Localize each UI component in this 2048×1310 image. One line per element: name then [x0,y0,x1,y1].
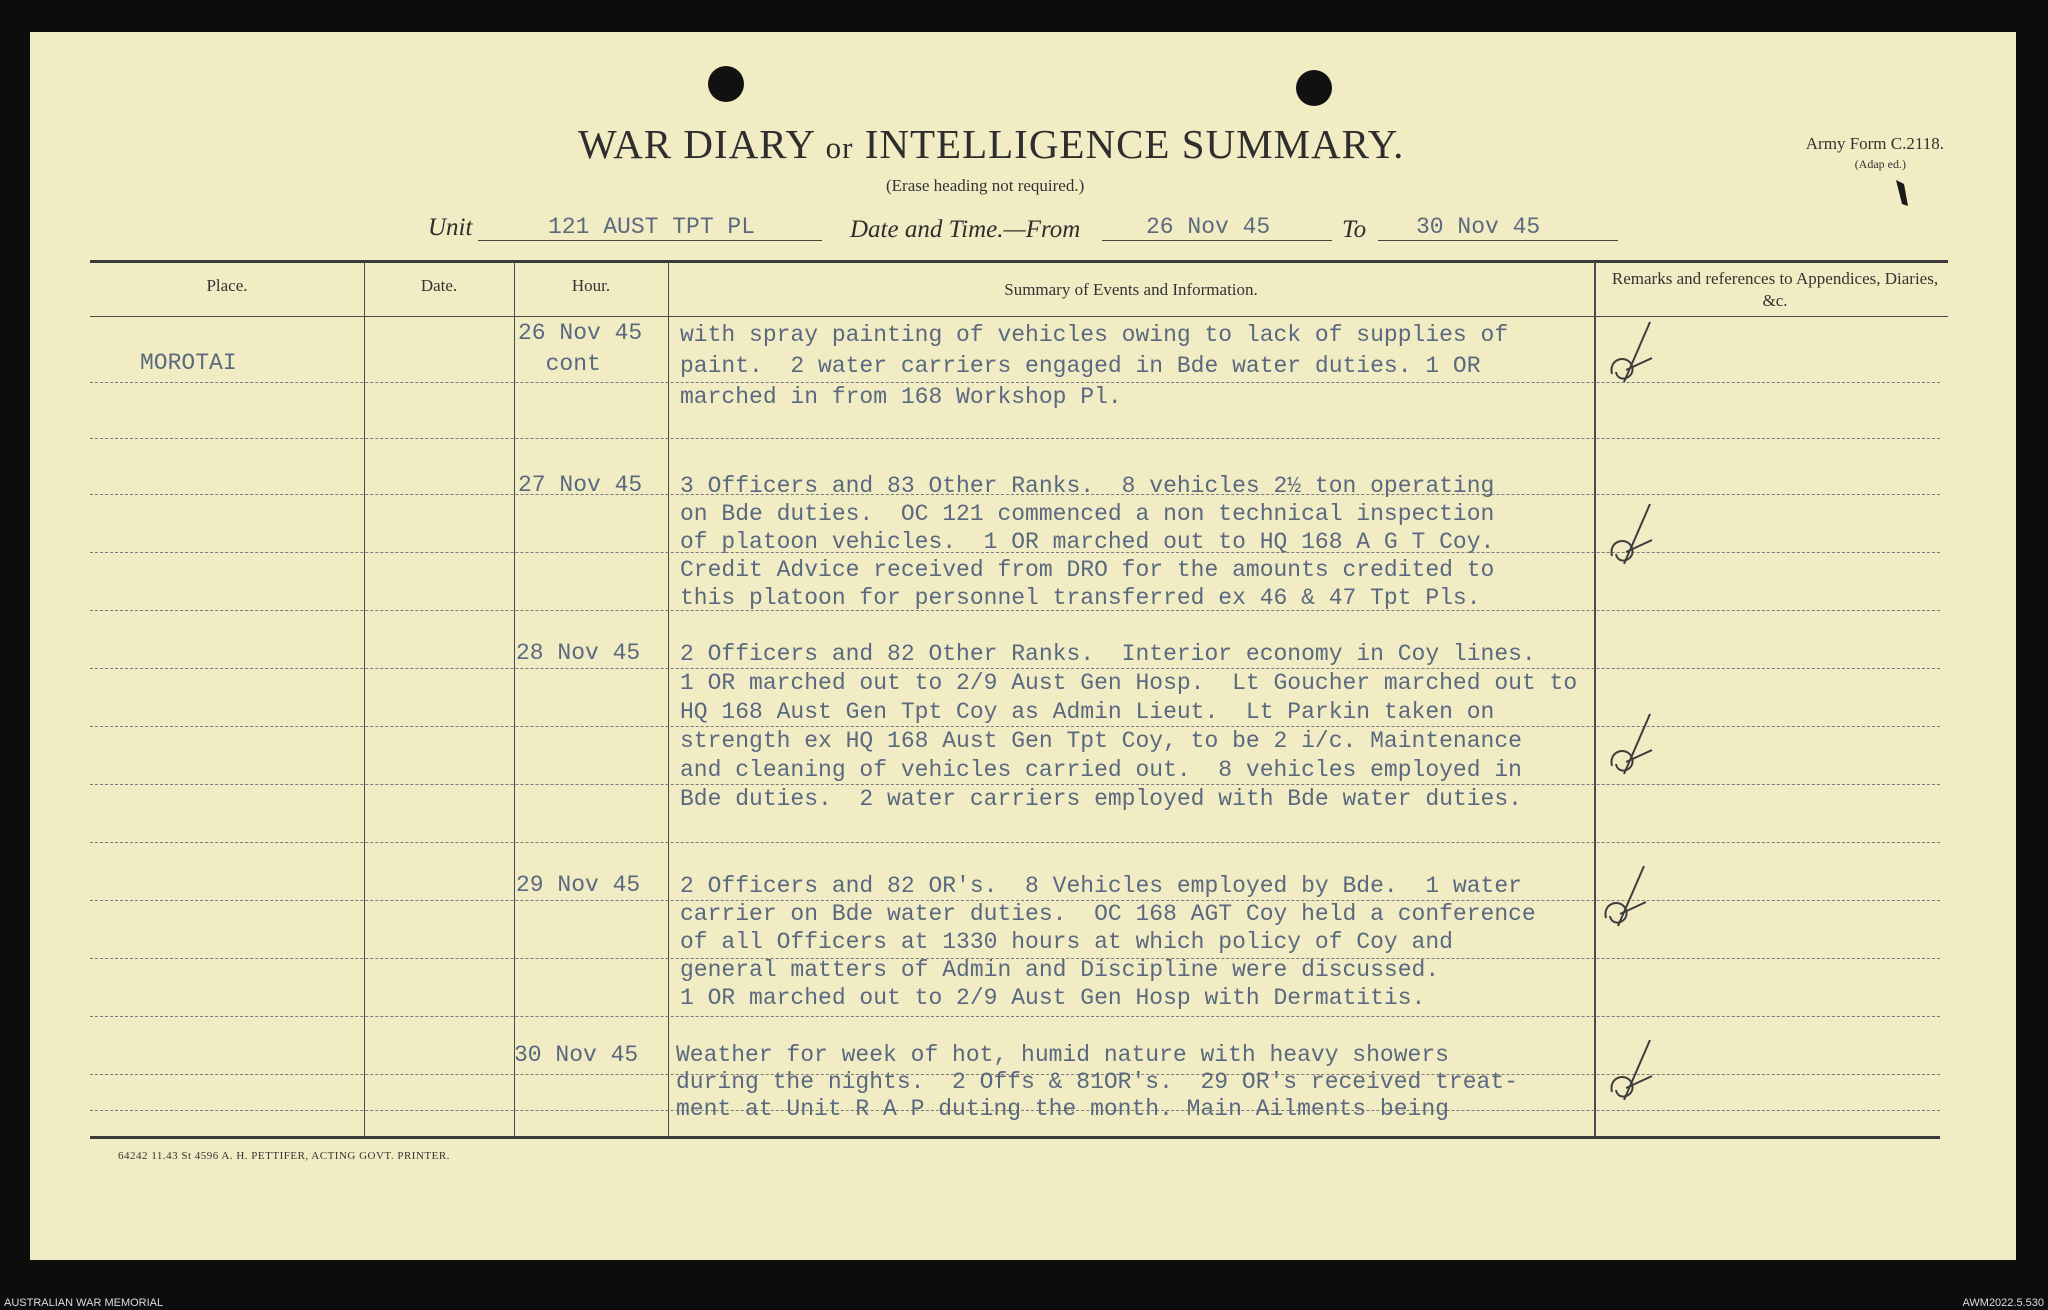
title-intelligence-summary: INTELLIGENCE SUMMARY. [864,121,1405,167]
form-subtitle: (Erase heading not required.) [886,176,1085,195]
place-value: MOROTAI [140,350,237,376]
ruled-line [90,438,1940,439]
title-or: or [825,130,854,165]
ruled-line [90,1016,1940,1017]
title-war-diary: WAR DIARY [578,121,815,167]
entry-text-1: with spray painting of vehicles owing to lack of supplies of paint. 2 water carriers engaged in Bde water duties. 1 OR marched in from 168 Workshop Pl. [680,322,1509,410]
date-time-label: Date and Time.—From [850,216,1081,243]
col-header-hour: Hour. [571,276,611,295]
unit-underline [478,240,822,241]
entry-text-5: Weather for week of hot, humid nature with heavy showers during the nights. 2 Offs & 81OR's. 29 OR's received treat- ment at Unit R A P duting the month. Main Ailments being [676,1042,1518,1122]
punch-hole-right [1296,70,1332,106]
from-underline [1102,240,1332,241]
table-header-rule [90,316,1948,317]
col-header-date: Date. [420,276,458,295]
initials-signature-5 [1606,1036,1664,1112]
archive-reference: AWM2022.5.530 [1962,1297,2044,1309]
entry-hour-4: 29 Nov 45 [516,872,641,898]
entry-text-4: 2 Officers and 82 OR's. 8 Vehicles employed by Bde. 1 water carrier on Bde water duties. OC 168 AGT Coy held a conference of all Officers at 1330 hours at which policy of Coy and general matters of Admin and Discipline were discussed. 1 OR marched out to 2/9 Aust Gen Hosp with Dermatitis. [680,873,1536,1011]
army-form-adapted: (Adap ed.) [1854,157,1906,171]
punch-hole-left [708,66,744,102]
army-form-number: Army Form C.2118. [1805,134,1944,153]
unit-value: 121 AUST TPT PL [548,214,756,240]
table-bottom-rule [90,1136,1940,1139]
to-underline [1378,240,1618,241]
initials-signature-1 [1606,318,1664,394]
printer-footer: 64242 11.43 St 4596 A. H. PETTIFER, ACTING GOVT. PRINTER. [118,1150,450,1162]
to-date-value: 30 Nov 45 [1416,214,1541,240]
col-divider-date-hour [514,262,515,1136]
ruled-line [90,842,1940,843]
ink-mark [1892,176,1912,210]
entry-hour-1: 26 Nov 45 cont [518,320,643,377]
form-title [578,120,1404,168]
col-divider-place-date [364,262,365,1136]
entry-text-2: 3 Officers and 83 Other Ranks. 8 vehicles 2½ ton operating on Bde duties. OC 121 commenced a non technical inspection of platoon vehicles. 1 OR marched out to HQ 168 A G T Coy. Credit Advice received from DRO for the amounts credited to this platoon for personnel transferred ex 46 & 47 Tpt Pls. [680,473,1495,611]
entry-hour-2: 27 Nov 45 [518,472,643,498]
initials-signature-3 [1606,710,1664,786]
initials-signature-2 [1606,500,1664,576]
col-header-remarks: Remarks and references to Appendices, Diaries, &c. [1611,269,1939,310]
entry-hour-5: 30 Nov 45 [514,1042,639,1068]
col-header-place: Place. [206,276,248,295]
initials-signature-4 [1600,862,1658,938]
archive-credit: AUSTRALIAN WAR MEMORIAL [4,1297,164,1309]
col-divider-hour-summary [668,262,669,1136]
col-divider-summary-remarks [1594,262,1596,1136]
table-top-rule [90,260,1948,263]
col-header-summary: Summary of Events and Information. [1004,280,1258,299]
entry-hour-3: 28 Nov 45 [516,640,641,666]
to-label: To [1342,216,1367,243]
from-date-value: 26 Nov 45 [1146,214,1271,240]
unit-label: Unit [428,214,473,241]
entry-text-3: 2 Officers and 82 Other Ranks. Interior economy in Coy lines. 1 OR marched out to 2/9 Aust Gen Hosp. Lt Goucher marched out to HQ 168 Aust Gen Tpt Coy as Admin Lieut. Lt Parkin taken on strength ex HQ 168 Aust Gen Tpt Coy, to be 2 i/c. Maintenance and cleaning of vehicles carried out. 8 vehicles employed in Bde duties. 2 water carriers employed with Bde water duties. [680,641,1578,812]
